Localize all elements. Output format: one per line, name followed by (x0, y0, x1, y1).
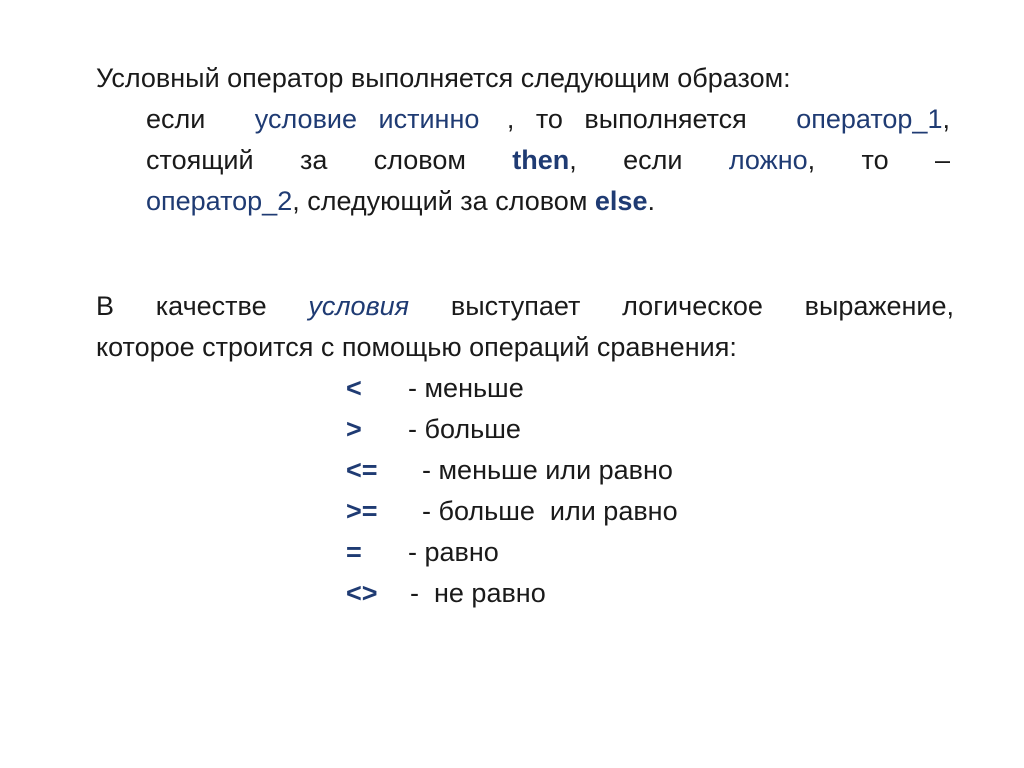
operator-description: - не равно (410, 578, 546, 608)
word-v: В (96, 291, 115, 321)
word-esli: если (146, 104, 206, 134)
operator-description: - меньше (408, 373, 524, 403)
operator-symbol: <> (346, 578, 378, 608)
condition-paragraph (96, 286, 954, 368)
keyword-then: then (512, 145, 570, 175)
rule-line-3 (146, 181, 950, 222)
word-to: то (861, 145, 889, 175)
operator-row (346, 573, 678, 614)
intro-line: Условный оператор выполняется следующим образом: (96, 63, 791, 93)
word-stoyashchiy: стоящий (146, 145, 254, 175)
operator-symbol: < (346, 373, 362, 403)
rule-block (146, 99, 950, 222)
operator-row (346, 368, 678, 409)
comma-2: , (569, 145, 577, 175)
condition-line-2: которое строится с помощью операций сравнения: (96, 332, 737, 362)
term-operator-2: оператор_2 (146, 186, 293, 216)
text-then-executes: , то выполняется (506, 104, 747, 134)
term-false: ложно (728, 145, 808, 175)
operator-row (346, 450, 678, 491)
comma-1: , (942, 104, 950, 134)
term-operator-1-wrap (796, 99, 950, 140)
operator-row (346, 491, 678, 532)
operator-symbol: > (346, 414, 362, 444)
operator-description: - больше (408, 414, 521, 444)
dash: – (934, 145, 950, 175)
rule-line-1 (146, 99, 950, 140)
operator-symbol: = (346, 537, 362, 567)
term-operator-1: оператор_1 (796, 104, 943, 134)
operator-symbol: >= (346, 496, 378, 526)
operator-description: - равно (408, 537, 499, 567)
operator-row (346, 532, 678, 573)
term-condition-true: условие истинно (254, 104, 480, 134)
comma-3: , (807, 145, 816, 175)
word-logicheskoe: логическое (622, 291, 763, 321)
operator-symbol: <= (346, 455, 378, 485)
word-esli-2: если (623, 145, 683, 175)
operator-description: - больше или равно (422, 496, 678, 526)
keyword-then-wrap (512, 140, 577, 181)
condition-line-1 (96, 286, 954, 327)
word-za: за (299, 145, 328, 175)
period: . (647, 186, 655, 216)
word-kachestve: качестве (155, 291, 267, 321)
word-slovom: словом (373, 145, 466, 175)
intro-text (96, 58, 956, 99)
comparison-operators-list (346, 368, 678, 614)
term-condition: условия (308, 291, 410, 321)
rule-line-2 (146, 140, 950, 181)
text-following-word: , следующий за словом (292, 186, 588, 216)
keyword-else: else (594, 186, 648, 216)
term-false-wrap (729, 140, 815, 181)
word-vystupaet: выступает (450, 291, 581, 321)
operator-row (346, 409, 678, 450)
operator-description: - меньше или равно (422, 455, 673, 485)
word-vyrazhenie: выражение, (804, 291, 954, 321)
